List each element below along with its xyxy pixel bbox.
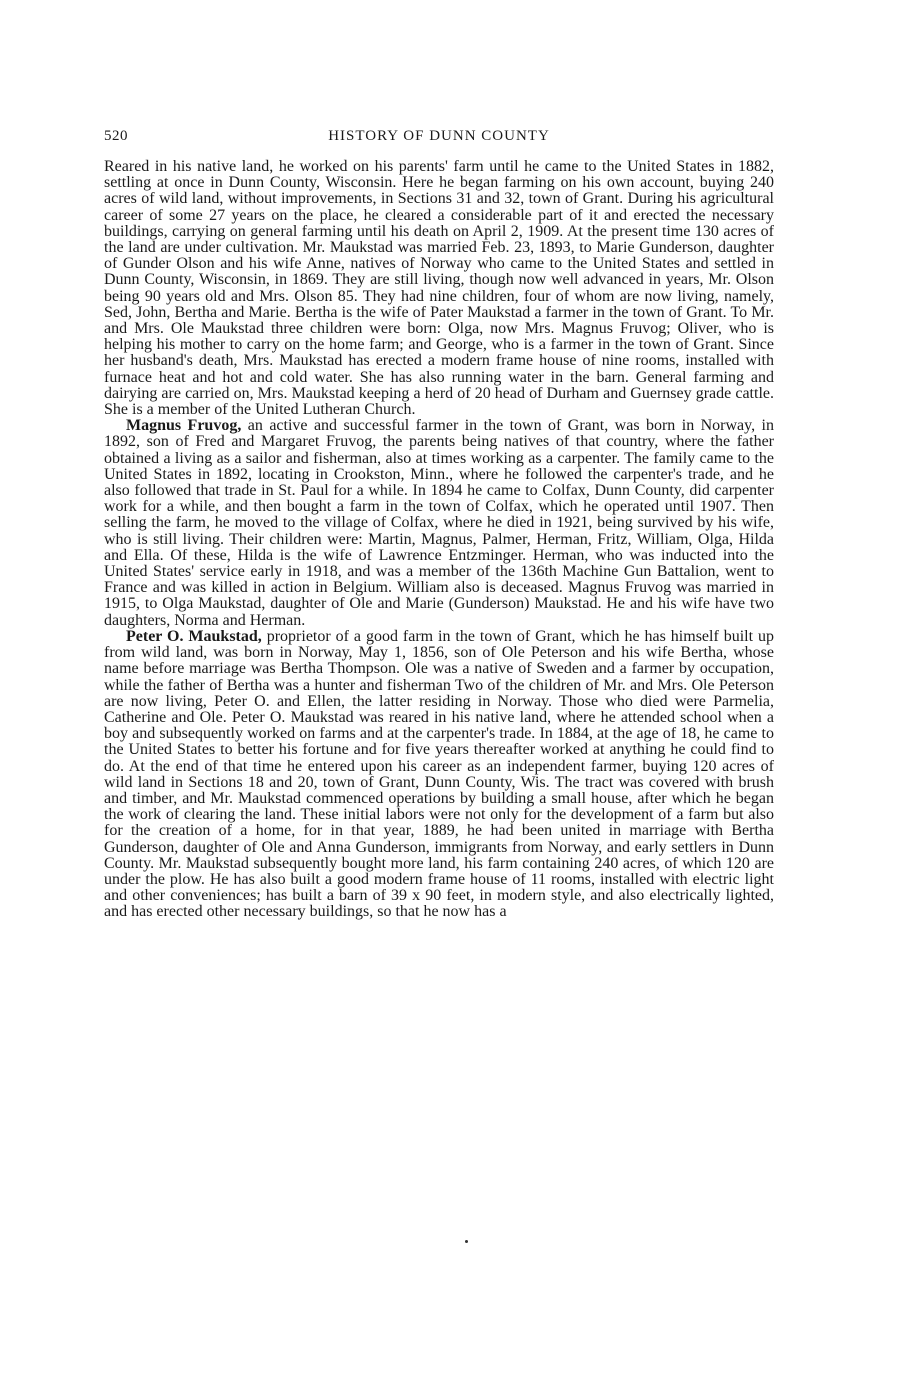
- paragraph-peter-maukstad: [104, 629, 774, 921]
- running-head: HISTORY OF DUNN COUNTY: [328, 128, 550, 144]
- paragraph-text: Reared in his native land, he worked on his parents' farm until he came to the United States in 1882, settling at once in Dunn County, Wisconsin. Here he began farming on his own account, buying 240 acres of wild land, without improvements, in Sections 31 and 32, town of Grant. During his agricultural career of some 27 years on the place, he cleared a considerable part of it and erected the necessary buildings, carrying on general farming until his death on April 2, 1909. At the present time 130 acres of the land are under cultivation. Mr. Maukstad was married Feb. 23, 1893, to Marie Gunderson, daughter of Gunder Olson and his wife Anne, natives of Norway who came to the United States and settled in Dunn County, Wisconsin, in 1869. They are still living, though now well advanced in years, Mr. Olson being 90 years old and Mrs. Olson 85. They had nine children, four of whom are now living, namely, Sed, John, Bertha and Marie. Bertha is the wife of Pater Maukstad a farmer in the town of Grant. To Mr. and Mrs. Ole Maukstad three children were born: Olga, now Mrs. Magnus Fruvog; Oliver, who is helping his mother to carry on the home farm; and George, who is a farmer in the town of Grant. Since her husband's death, Mrs. Maukstad has erected a modern frame house of nine rooms, installed with furnace heat and hot and cold water. She has also running water in the barn. General farming and dairying are carried on, Mrs. Maukstad keeping a herd of 20 head of Durham and Guernsey grade cattle. She is a member of the United Lutheran Church.: [104, 158, 774, 419]
- paragraph-maukstad-continued: [104, 159, 774, 418]
- page-header: [104, 128, 774, 150]
- paragraph-text: an active and successful farmer in the town of Grant, was born in Norway, in 1892, son of Fred and Margaret Fruvog, the parents being natives of that country, where the father obtained a living as a sailor and fisherman, also at times working as a carpenter. The family came to the United States in 1892, locating in Crookston, Minn., where he followed the carpenter's trade, and he also followed that trade in St. Paul for a while. In 1894 he came to Colfax, Dunn County, did carpenter work for a while, and then bought a farm in the town of Colfax, which he operated until 1907. Then selling the farm, he moved to the village of Colfax, where he died in 1921, being survived by his wife, who is still living. Their children were: Martin, Magnus, Palmer, Herman, Fritz, William, Olga, Hilda and Ella. Of these, Hilda is the wife of Lawrence Entzminger. Herman, who was inducted into the United States' service early in 1918, and was a member of the 136th Machine Gun Battalion, went to France and was killed in action in Belgium. William also is deceased. Magnus Fruvog was married in 1915, to Olga Maukstad, daughter of Ole and Marie (Gunderson) Maukstad. He and his wife have two daughters, Norma and Herman.: [104, 417, 775, 629]
- body-text: [104, 159, 774, 921]
- entry-name: Magnus Fruvog,: [126, 417, 242, 435]
- paragraph-text: proprietor of a good farm in the town of Grant, which he has himself built up from wild land, was born in Norway, May 1, 1856, son of Ole Peterson and his wife Bertha, whose name before marriage was Bertha Thompson. Ole was a native of Sweden and a farmer by occupation, while the father of Bertha was a hunter and fisherman Two of the children of Mr. and Mrs. Ole Peterson are now living, Peter O. and Ellen, the latter residing in Norway. Those who died were Parmelia, Catherine and Ole. Peter O. Maukstad was reared in his native land, where he attended school when a boy and subsequently worked on farms and at the carpenter's trade. In 1884, at the age of 18, he came to the United States to better his fortune and for five years thereafter worked at anything he could find to do. At the end of that time he entered upon his career as an independent farmer, buying 120 acres of wild land in Sections 18 and 20, town of Grant, Dunn County, Wis. The tract was covered with brush and timber, and Mr. Maukstad commenced operations by building a small house, after which he began the work of clearing the land. These initial labors were not only for the development of a farm but also for the creation of a home, for in that year, 1889, he had been united in marriage with Bertha Gunderson, daughter of Ole and Anna Gunderson, immigrants from Norway, and early settlers in Dunn County. Mr. Maukstad subsequently bought more land, his farm containing 240 acres, of which 120 are under the plow. He has also built a good modern frame house of 11 rooms, installed with electric light and other conveniences; has built a barn of 39 x 90 feet, in modern style, and also electrically lighted, and has erected other necessary buildings, so that he now has a: [104, 627, 775, 921]
- page-speck: [465, 1240, 468, 1243]
- page-number: 520: [104, 128, 128, 144]
- entry-name: Peter O. Maukstad,: [126, 627, 262, 645]
- paragraph-magnus-fruvog: [104, 418, 774, 629]
